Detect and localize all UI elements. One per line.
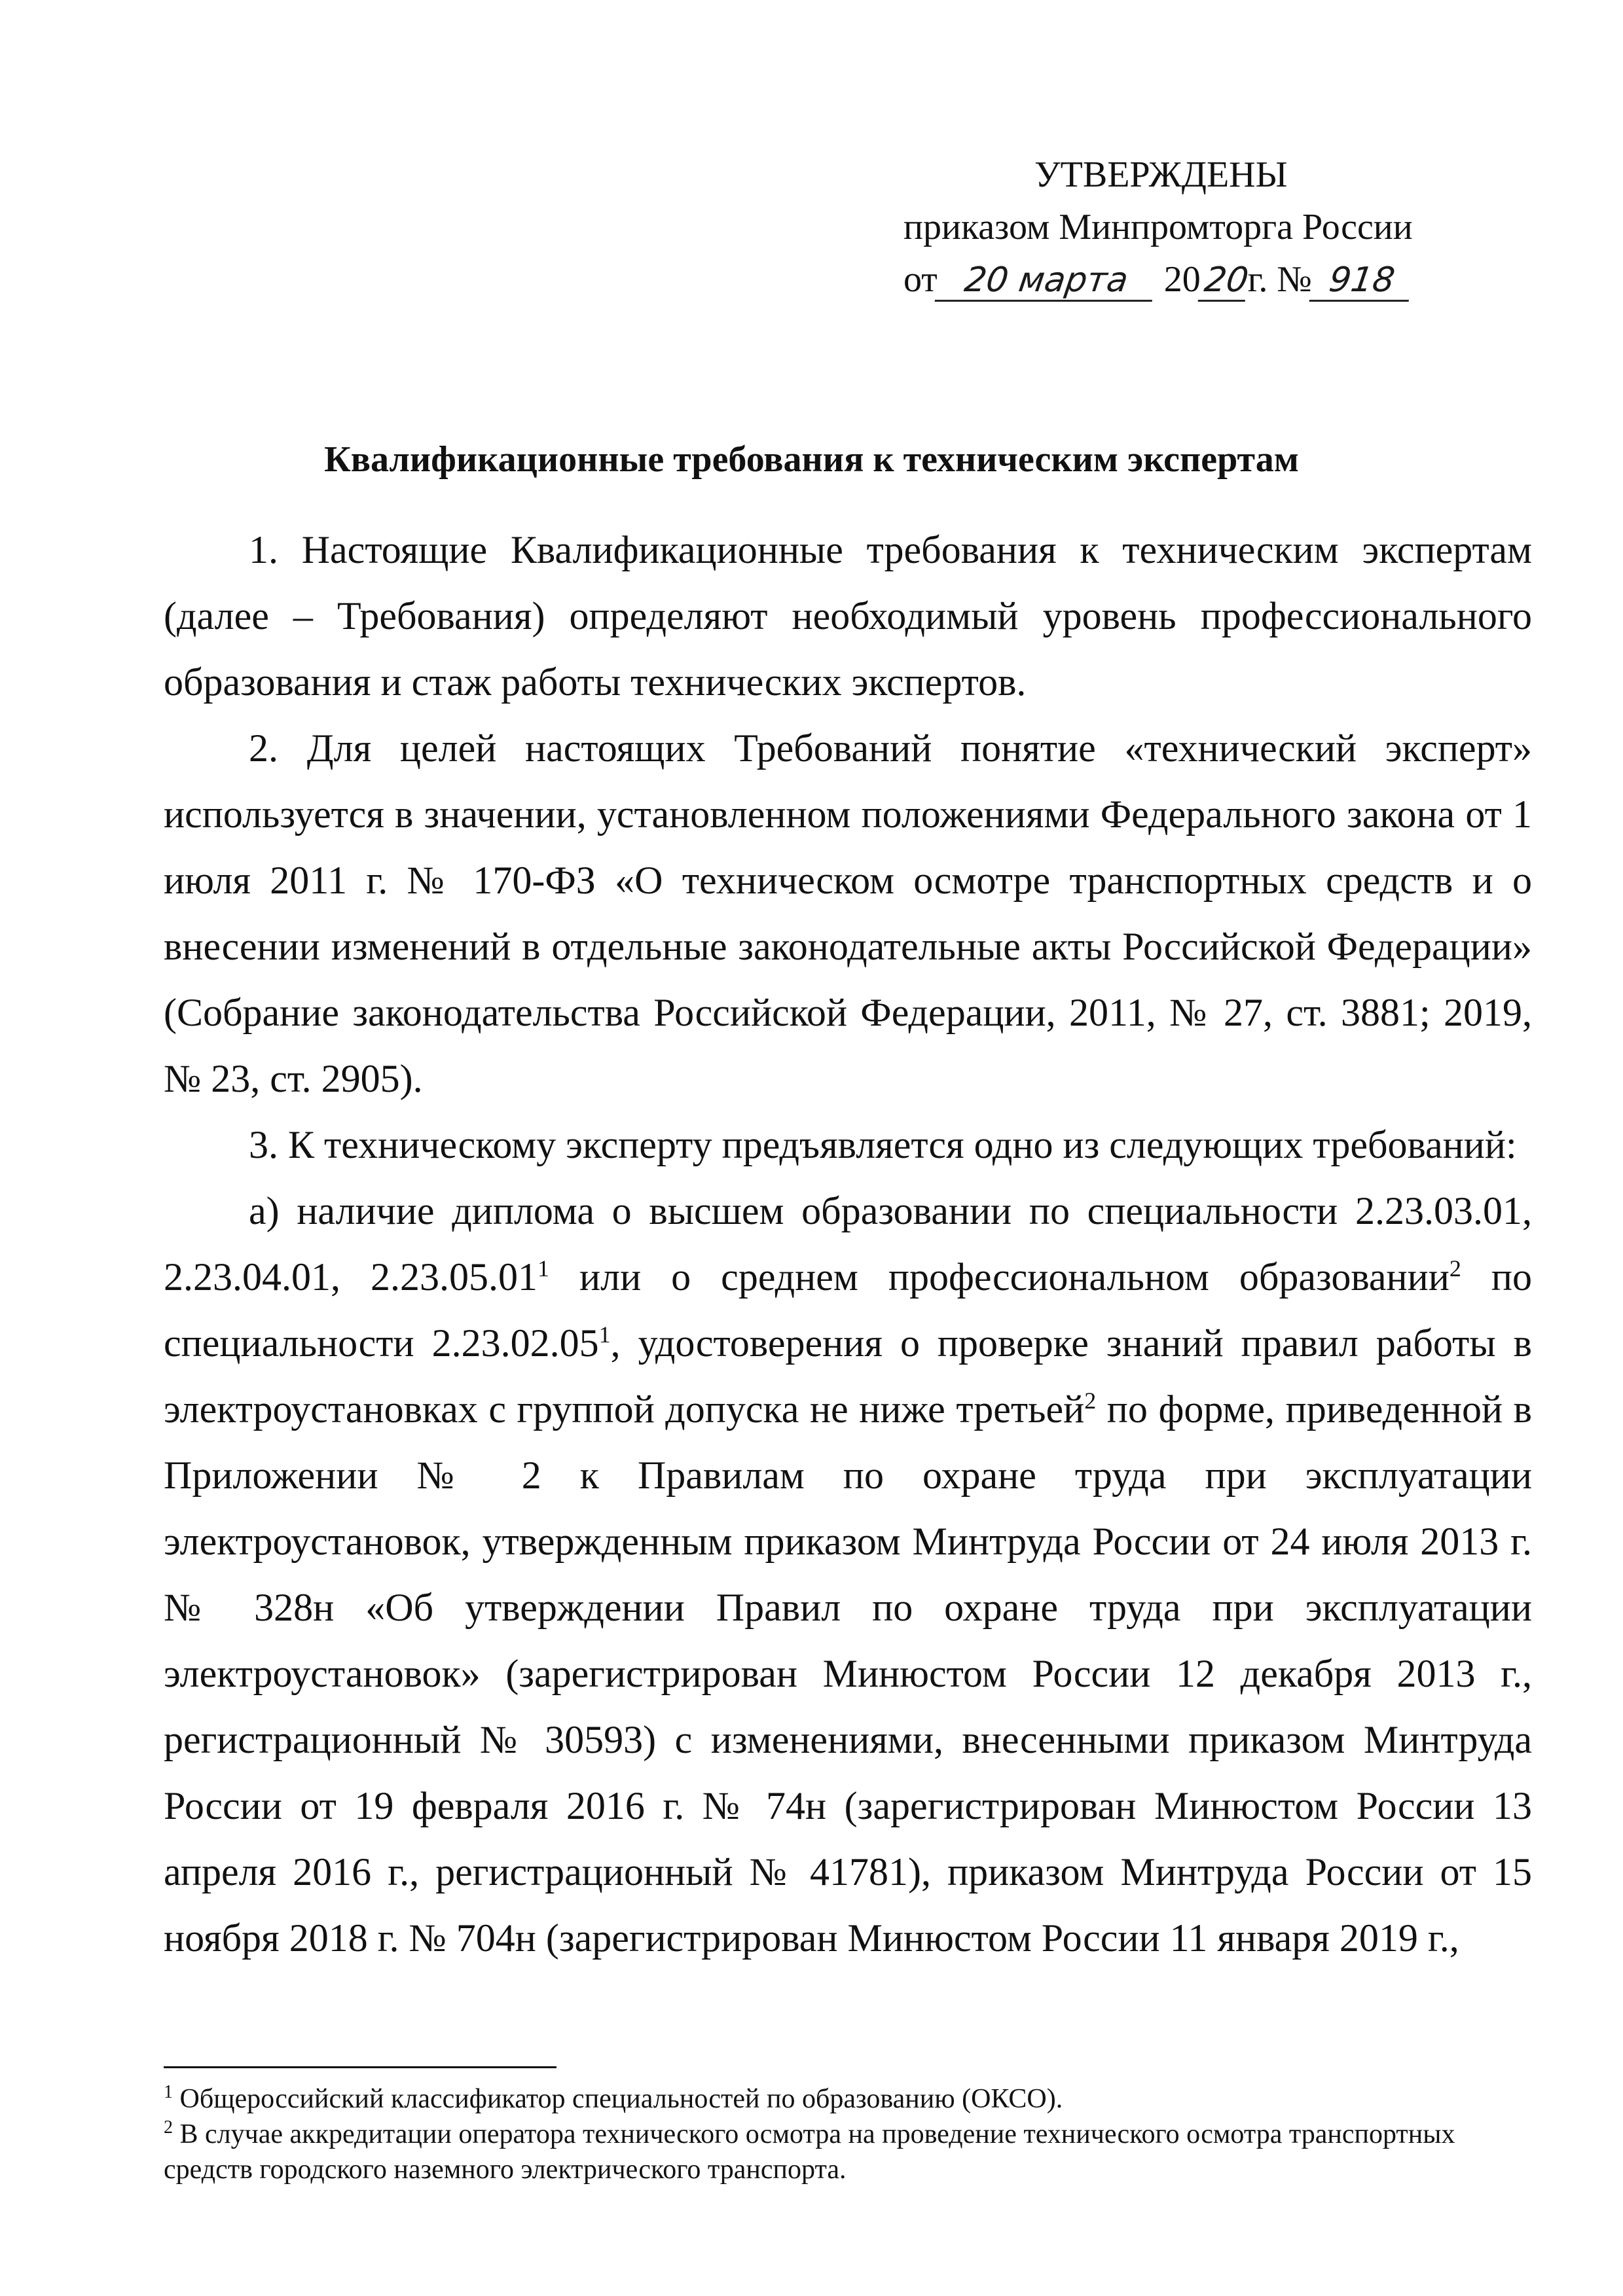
footnote-text: В случае аккредитации оператора технического осмотра на проведение технического осмотра транспортных средств городского наземного электрического транспорта. xyxy=(164,2119,1455,2185)
footnote-divider xyxy=(164,2066,556,2068)
footnote-ref: 1 xyxy=(538,1255,550,1282)
footnote-2 xyxy=(164,2117,1532,2187)
paragraph-3a-part: , удостоверения о проверке знаний правил работы в электроустановках с группой допуска не ниже третьей xyxy=(164,1321,1532,1431)
footnote-ref: 1 xyxy=(598,1321,611,1348)
document-body xyxy=(164,517,1532,1971)
document-title: Квалификационные требования к техническим экспертам xyxy=(324,439,1299,480)
paragraph-3a xyxy=(164,1178,1532,1971)
paragraph-1: 1. Настоящие Квалификационные требования к техническим экспертам (далее – Требования) определяют необходимый уровень профессионального образования и стаж работы технических экспертов. xyxy=(164,528,1532,704)
approval-date-line xyxy=(903,255,1412,304)
handwritten-date: 20 марта xyxy=(934,260,1158,302)
approval-order-line: приказом Минпромторга России xyxy=(903,207,1413,247)
paragraph-3a-part: а) наличие диплома о высшем образовании по специальности 2.23.03.01, 2.23.04.01, 2.23.05.01 xyxy=(164,1189,1532,1299)
footnotes xyxy=(164,2081,1532,2187)
footnote-ref: 2 xyxy=(1084,1388,1097,1414)
year-label: г. № xyxy=(1247,259,1312,300)
footnote-1 xyxy=(164,2081,1532,2117)
paragraph-3a-part: по специальности 2.23.02.05 xyxy=(164,1255,1533,1365)
date-prefix: от xyxy=(903,259,938,300)
footnote-mark: 2 xyxy=(164,2117,173,2138)
approved-heading: УТВЕРЖДЕНЫ xyxy=(1034,154,1288,195)
year-prefix: 20 xyxy=(1163,259,1201,300)
footnote-mark: 1 xyxy=(164,2082,173,2102)
footnote-ref: 2 xyxy=(1449,1255,1461,1282)
handwritten-order-number: 918 xyxy=(1309,260,1414,302)
paragraph-2: 2. Для целей настоящих Требований понятие «технический эксперт» используется в значении, установленном положениями Федерального закона от 1 июля 2011 г. № 170-ФЗ «О техническом осмотре транспортных средств и о внесении изменений в отдельные законодательные акты Российской Федерации» (Собрание законодательства Российской Федерации, 2011, № 27, ст. 3881; 2019, № 23, ст. 2905). xyxy=(164,726,1532,1100)
handwritten-year: 20 xyxy=(1197,260,1250,302)
paragraph-3: 3. К техническому эксперту предъявляется одно из следующих требований: xyxy=(249,1123,1517,1166)
paragraph-3a-part: по форме, приведенной в Приложении № 2 к Правилам по охране труда при эксплуатации электроустановок, утвержденным приказом Минтруда России от 24 июля 2013 г. № 328н «Об утверждении Правил по охране труда при эксплуатации электроустановок» (зарегистрирован Минюстом России 12 декабря 2013 г., регистрационный № 30593) с изменениями, внесенными приказом Минтруда России от 19 февраля 2016 г. № 74н (зарегистрирован Минюстом России 13 апреля 2016 г., регистрационный № 41781), приказом Минтруда России от 15 ноября 2018 г. № 704н (зарегистрирован Минюстом России 11 января 2019 г., xyxy=(164,1388,1533,1960)
paragraph-3a-part: или о среднем профессиональном образовании xyxy=(549,1255,1450,1299)
footnote-text: Общероссийский классификатор специальностей по образованию (ОКСО). xyxy=(173,2084,1063,2114)
